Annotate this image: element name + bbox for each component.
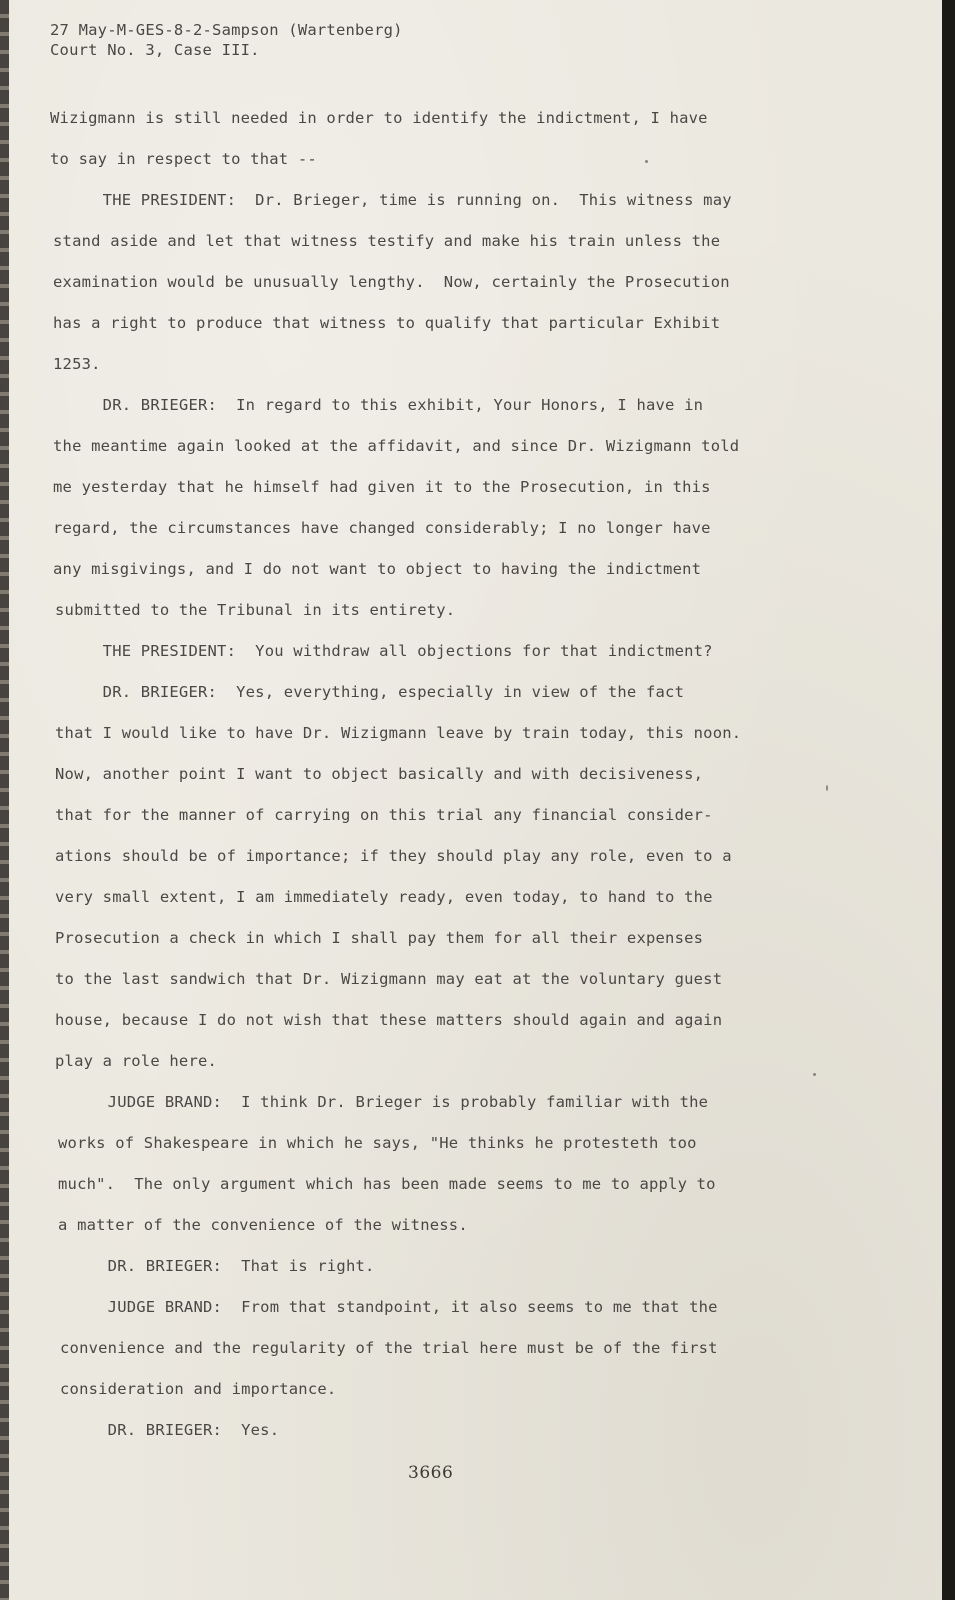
transcript-line: that I would like to have Dr. Wizigmann leave by train today, this noon. [55, 724, 742, 742]
transcript-line: THE PRESIDENT: You withdraw all objections for that indictment? [55, 642, 713, 660]
transcript-line: Now, another point I want to object basically and with decisiveness, [55, 765, 704, 783]
transcript-line: works of Shakespeare in which he says, "He thinks he protesteth too [58, 1134, 697, 1152]
transcript-line: DR. BRIEGER: Yes. [60, 1421, 280, 1439]
page-number: 3666 [408, 1463, 454, 1483]
transcript-line: a matter of the convenience of the witness. [58, 1216, 468, 1234]
header-line-2: Court No. 3, Case III. [50, 41, 260, 59]
transcript-line: 1253. [53, 355, 101, 373]
transcript-line: play a role here. [55, 1052, 218, 1070]
header-line-1: 27 May-M-GES-8-2-Sampson (Wartenberg) [50, 21, 403, 39]
paper-speck [813, 1073, 816, 1076]
transcript-line: DR. BRIEGER: Yes, everything, especially in view of the fact [55, 683, 685, 701]
transcript-line: house, because I do not wish that these matters should again and again [55, 1011, 723, 1029]
transcript-line: has a right to produce that witness to qualify that particular Exhibit [53, 314, 721, 332]
transcript-line: to the last sandwich that Dr. Wizigmann may eat at the voluntary guest [55, 970, 723, 988]
transcript-line: Prosecution a check in which I shall pay them for all their expenses [55, 929, 704, 947]
transcript-line: DR. BRIEGER: In regard to this exhibit, Your Honors, I have in [55, 396, 704, 414]
transcript-line: convenience and the regularity of the trial here must be of the first [60, 1339, 718, 1357]
transcript-line: consideration and importance. [60, 1380, 337, 1398]
transcript-line: submitted to the Tribunal in its entirety. [55, 601, 456, 619]
transcript-line: ations should be of importance; if they should play any role, even to a [55, 847, 732, 865]
transcript-line: examination would be unusually lengthy. Now, certainly the Prosecution [53, 273, 730, 291]
transcript-line: me yesterday that he himself had given it to the Prosecution, in this [53, 478, 711, 496]
binding-edge [0, 0, 9, 1600]
transcript-line: Wizigmann is still needed in order to identify the indictment, I have [50, 109, 708, 127]
paper-speck [826, 785, 828, 791]
transcript-line: to say in respect to that -- [50, 150, 317, 168]
transcript-line: stand aside and let that witness testify and make his train unless the [53, 232, 721, 250]
transcript-line: regard, the circumstances have changed considerably; I no longer have [53, 519, 711, 537]
transcript-line: very small extent, I am immediately ready, even today, to hand to the [55, 888, 713, 906]
transcript-line: JUDGE BRAND: From that standpoint, it also seems to me that the [60, 1298, 718, 1316]
paper-speck [645, 160, 648, 163]
transcript-line: DR. BRIEGER: That is right. [60, 1257, 375, 1275]
transcript-line: that for the manner of carrying on this trial any financial consider- [55, 806, 713, 824]
transcript-line: much". The only argument which has been made seems to me to apply to [58, 1175, 716, 1193]
transcript-line: JUDGE BRAND: I think Dr. Brieger is probably familiar with the [60, 1093, 709, 1111]
transcript-line: the meantime again looked at the affidavit, and since Dr. Wizigmann told [53, 437, 740, 455]
transcript-line: THE PRESIDENT: Dr. Brieger, time is running on. This witness may [55, 191, 732, 209]
transcript-line: any misgivings, and I do not want to object to having the indictment [53, 560, 702, 578]
